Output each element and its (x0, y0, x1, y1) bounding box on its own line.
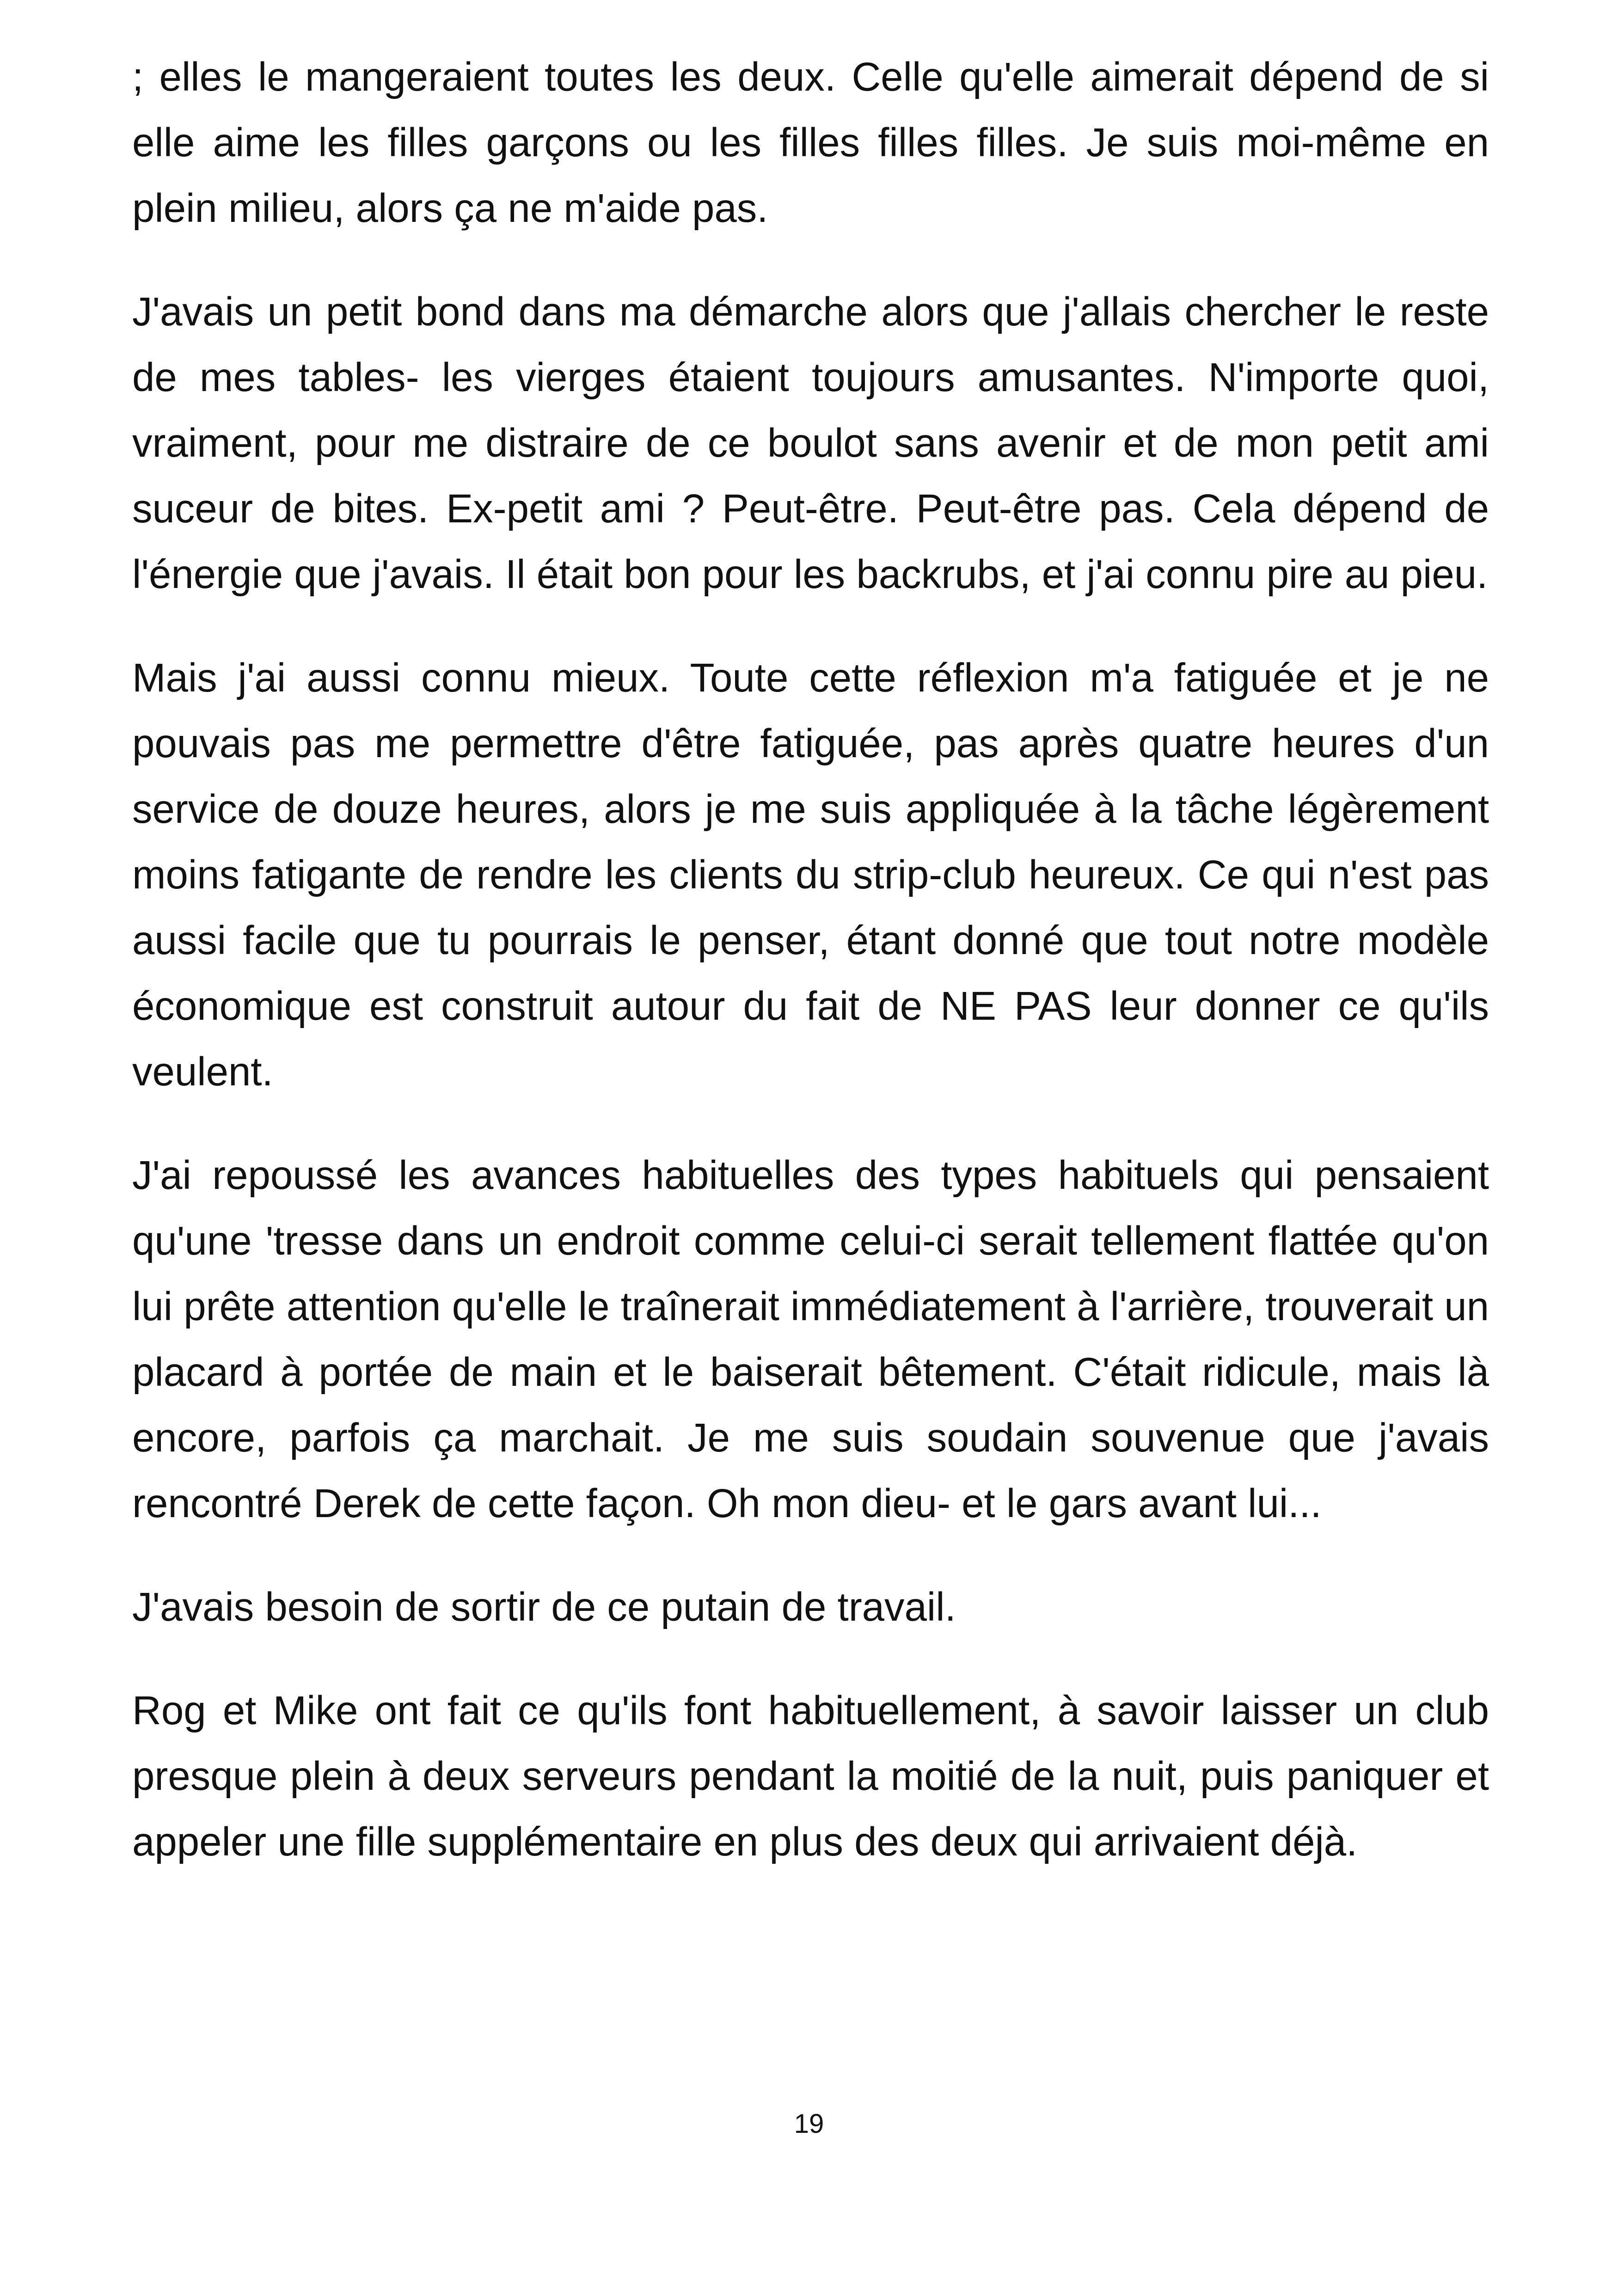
paragraph-3: Mais j'ai aussi connu mieux. Toute cette réflexion m'a fatiguée et je ne pouvais pas me permettre d'être fatiguée, pas après quatre heures d'un service de douze heures, alors je me suis appliquée à la tâche légèrement moins fatigante de rendre les clients du strip-club heureux. Ce qui n'est pas aussi facile que tu pourrais le penser, étant donné que tout notre modèle économique est construit autour du fait de NE PAS leur donner ce qu'ils veulent. (132, 655, 1489, 1094)
paragraph-2: J'avais un petit bond dans ma démarche alors que j'allais chercher le reste de mes tables- les vierges étaient toujours amusantes. N'importe quoi, vraiment, pour me distraire de ce boulot sans avenir et de mon petit ami suceur de bites. Ex-petit ami ? Peut-être. Peut-être pas. Cela dépend de l'énergie que j'avais. Il était bon pour les backrubs, et j'ai connu pire au pieu. (132, 289, 1489, 597)
paragraph-1: ; elles le mangeraient toutes les deux. Celle qu'elle aimerait dépend de si elle aime les filles garçons ou les filles filles filles. Je suis moi-même en plein milieu, alors ça ne m'aide pas. (132, 55, 1489, 231)
page-number: 19 (794, 2109, 824, 2139)
paragraph-6: Rog et Mike ont fait ce qu'ils font habituellement, à savoir laisser un club presque plein à deux serveurs pendant la moitié de la nuit, puis paniquer et appeler une fille supplémentaire en plus des deux qui arrivaient déjà. (132, 1688, 1489, 1864)
paragraph-4: J'ai repoussé les avances habituelles des types habituels qui pensaient qu'une 'tresse dans un endroit comme celui-ci serait tellement flattée qu'on lui prête attention qu'elle le traînerait immédiatement à l'arrière, trouverait un placard à portée de main et le baiserait bêtement. C'était ridicule, mais là encore, parfois ça marchait. Je me suis soudain souvenue que j'avais rencontré Derek de cette façon. Oh mon dieu- et le gars avant lui... (132, 1153, 1489, 1526)
body-text (132, 44, 1489, 1913)
paragraph-5: J'avais besoin de sortir de ce putain de travail. (132, 1585, 956, 1629)
